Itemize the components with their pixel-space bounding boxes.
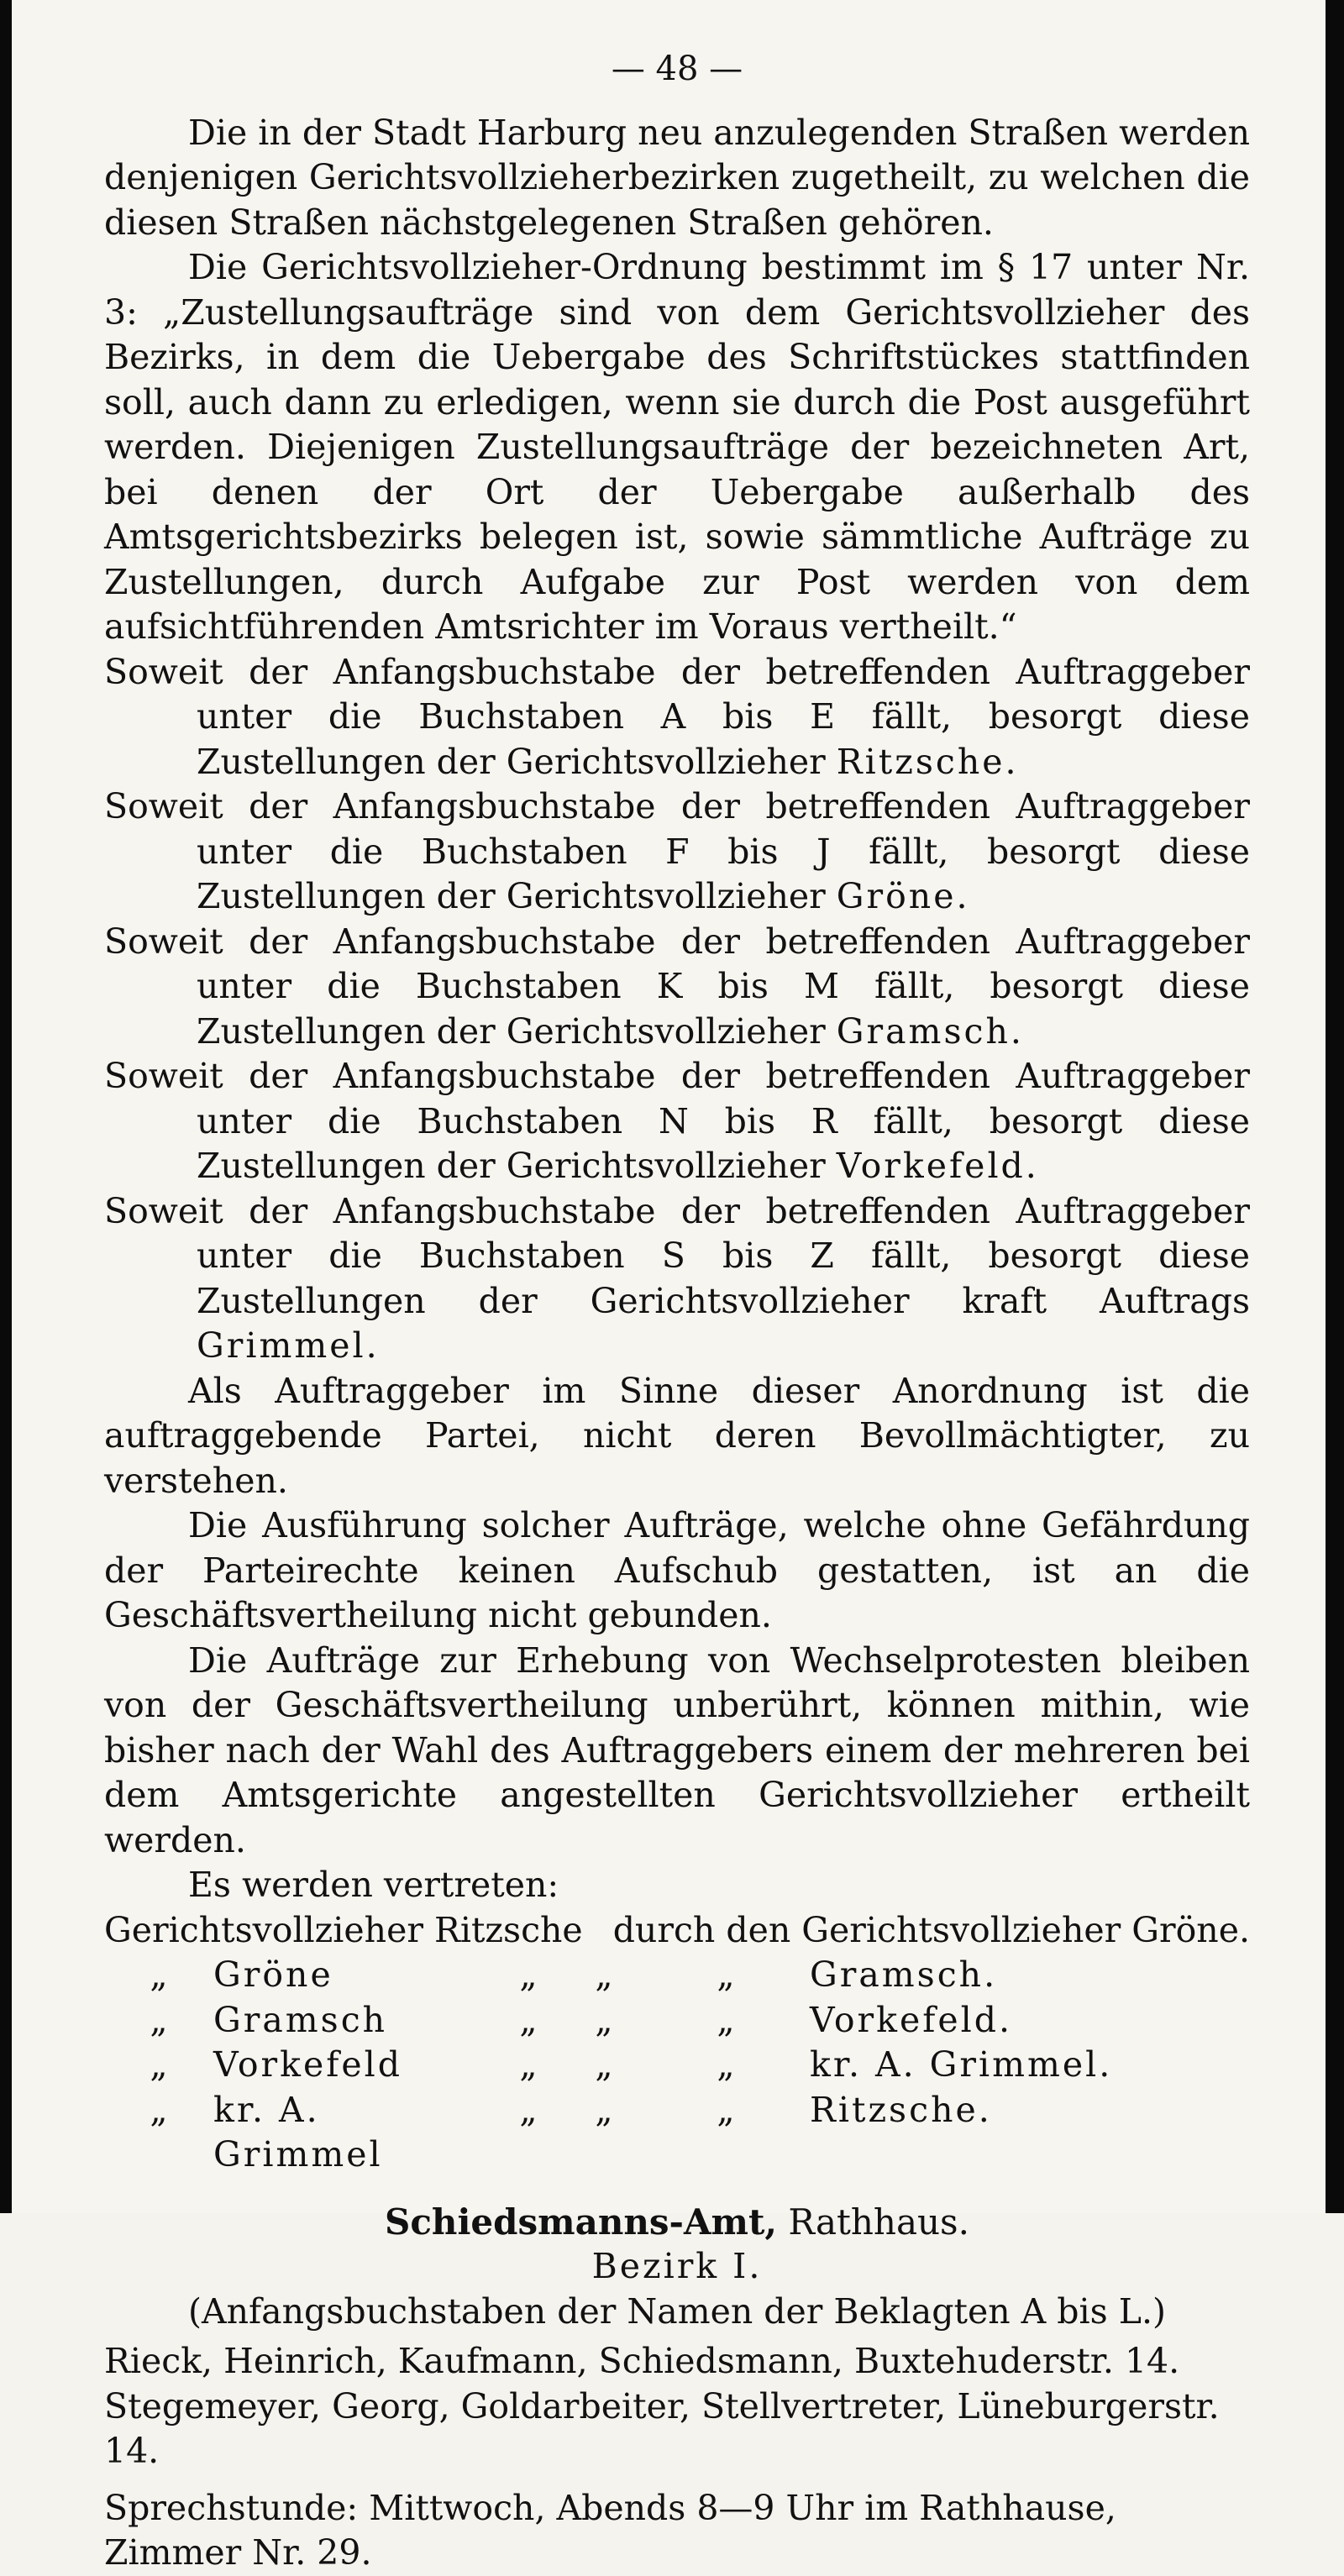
paragraph-soweit-n-r xyxy=(104,1054,1250,1189)
paragraph-client-definition: Als Auftraggeber im Sinne dieser Anordnung ist die auftraggebende Partei, nicht deren Bevollmächtigter, zu verstehen. xyxy=(104,1370,1250,1501)
district-note: (Anfangsbuchstaben der Namen der Beklagten A bis L.) xyxy=(188,2290,1166,2332)
representation-intro: Es werden vertreten: xyxy=(188,1865,559,1905)
page-number: — 48 — xyxy=(611,50,743,88)
representation-name: Gramsch xyxy=(213,1999,388,2040)
representation-header xyxy=(104,1908,1250,1954)
ditto-mark: „ xyxy=(717,1999,735,2040)
paragraph-ordinance: Die Gerichtsvollzieher-Ordnung bestimmt im § 17 unter Nr. 3: „Zustellungsaufträge sind von dem Gerichtsvollzieher des Bezirks, in dem die Uebergabe des Schriftstückes stattfinden soll, auch dann zu erledigen, wenn sie durch die Post ausgeführt werden. Diejenigen Zustellungsaufträge der bezeichneten Art, bei denen der Ort der Uebergabe außerhalb des Amtsgerichtsbezirks belegen ist, sowie sämmtliche Aufträge zu Zustellungen, durch Aufgabe zur Post werden von dem aufsichtführenden Amtsrichter im Voraus vertheilt.“ xyxy=(104,247,1250,647)
section-title-rest: Rathhaus. xyxy=(777,2201,969,2243)
representation-row xyxy=(104,2088,1250,2178)
paragraph-soweit-k-m xyxy=(104,920,1250,1055)
ditto-mark: „ xyxy=(519,2044,538,2085)
ditto-mark: „ xyxy=(717,2044,735,2085)
bailiff-name: Gröne. xyxy=(836,876,970,916)
bailiff-name: Gramsch. xyxy=(836,1010,1024,1052)
paragraph-soweit-f-j xyxy=(104,784,1250,920)
paragraph-soweit-s-z xyxy=(104,1189,1250,1369)
ditto-mark: „ xyxy=(717,1954,735,1995)
ditto-mark: „ xyxy=(717,2089,735,2130)
ditto-mark: „ xyxy=(150,1999,168,2040)
representation-head-left: Gerichtsvollzieher Ritzsche xyxy=(104,1909,583,1950)
representation-name: Gröne xyxy=(213,1954,333,1995)
soweit-text: Soweit der Anfangsbuchstabe der betreffenden Auftraggeber unter die Buchstaben S bis Z fällt, besorgt diese Zustellungen der Gerichtsvollzieher kraft Auftrags xyxy=(104,1190,1250,1321)
office-hours: Sprechstunde: Mittwoch, Abends 8—9 Uhr im Rathhause, Zimmer Nr. 29. xyxy=(104,2487,1116,2573)
paragraph-soweit-a-e xyxy=(104,650,1250,785)
representation-name: Vorkefeld xyxy=(213,2044,403,2085)
representative-name: kr. A. Grimmel. xyxy=(810,2044,1113,2085)
section-title xyxy=(104,2200,1250,2245)
deputy-entry: Stegemeyer, Georg, Goldarbeiter, Stellvertreter, Lüneburgerstr. 14. xyxy=(104,2385,1220,2471)
soweit-text: Soweit der Anfangsbuchstabe der betreffenden Auftraggeber unter die Buchstaben F bis J fällt, besorgt diese Zustellungen der Gerichtsvollzieher xyxy=(104,786,1250,916)
paragraph-streets: Die in der Stadt Harburg neu anzulegenden Straßen werden denjenigen Gerichtsvollzieherbezirken zugetheilt, zu welchen die diesen Straßen nächstgelegenen Straßen gehören. xyxy=(104,112,1250,243)
ditto-mark: „ xyxy=(519,1954,538,1995)
representation-row xyxy=(104,1998,1250,2043)
ditto-mark: „ xyxy=(150,2089,168,2130)
soweit-text: Soweit der Anfangsbuchstabe der betreffenden Auftraggeber unter die Buchstaben K bis M fällt, besorgt diese Zustellungen der Gerichtsvollzieher xyxy=(104,921,1250,1052)
page-content xyxy=(104,47,1250,2576)
soweit-text: Soweit der Anfangsbuchstabe der betreffenden Auftraggeber unter die Buchstaben A bis E fällt, besorgt diese Zustellungen der Gerichtsvollzieher xyxy=(104,651,1250,782)
ditto-mark: „ xyxy=(150,1954,168,1995)
ditto-mark: „ xyxy=(519,2089,538,2130)
representation-row xyxy=(104,1953,1250,1998)
bailiff-name: Grimmel. xyxy=(197,1325,380,1366)
ditto-mark: „ xyxy=(595,2089,613,2130)
ditto-mark: „ xyxy=(150,2044,168,2085)
bailiff-name: Ritzsche. xyxy=(836,741,1019,782)
ditto-mark: „ xyxy=(595,1999,613,2040)
paragraph-urgent-orders: Die Ausführung solcher Aufträge, welche ohne Gefährdung der Parteirechte keinen Aufschub gestatten, ist an die Geschäftsvertheilung nicht gebunden. xyxy=(104,1505,1250,1635)
representation-head-right: durch den Gerichtsvollzieher Gröne. xyxy=(612,1909,1250,1950)
ditto-mark: „ xyxy=(595,1954,613,1995)
representative-name: Gramsch. xyxy=(810,1954,998,1995)
bailiff-name: Vorkefeld. xyxy=(836,1146,1039,1186)
representative-name: Vorkefeld. xyxy=(810,1999,1013,2040)
section-title-bold: Schiedsmanns-Amt, xyxy=(385,2201,778,2243)
arbitrator-entry: Rieck, Heinrich, Kaufmann, Schiedsmann, Buxtehuderstr. 14. xyxy=(104,2341,1180,2381)
representative-name: Ritzsche. xyxy=(810,2089,992,2130)
paragraph-protests: Die Aufträge zur Erhebung von Wechselprotesten bleiben von der Geschäftsvertheilung unberührt, können mithin, wie bisher nach der Wahl des Auftraggebers einem der mehreren bei dem Amtsgerichte angestellten Gerichtsvollzieher ertheilt werden. xyxy=(104,1640,1250,1860)
district-heading: Bezirk I. xyxy=(591,2246,763,2286)
ditto-mark: „ xyxy=(519,1999,538,2040)
soweit-text: Soweit der Anfangsbuchstabe der betreffenden Auftraggeber unter die Buchstaben N bis R fällt, besorgt diese Zustellungen der Gerichtsvollzieher xyxy=(104,1056,1250,1186)
representation-row xyxy=(104,2043,1250,2088)
ditto-mark: „ xyxy=(595,2044,613,2085)
representation-name: kr. A. Grimmel xyxy=(213,2089,383,2175)
